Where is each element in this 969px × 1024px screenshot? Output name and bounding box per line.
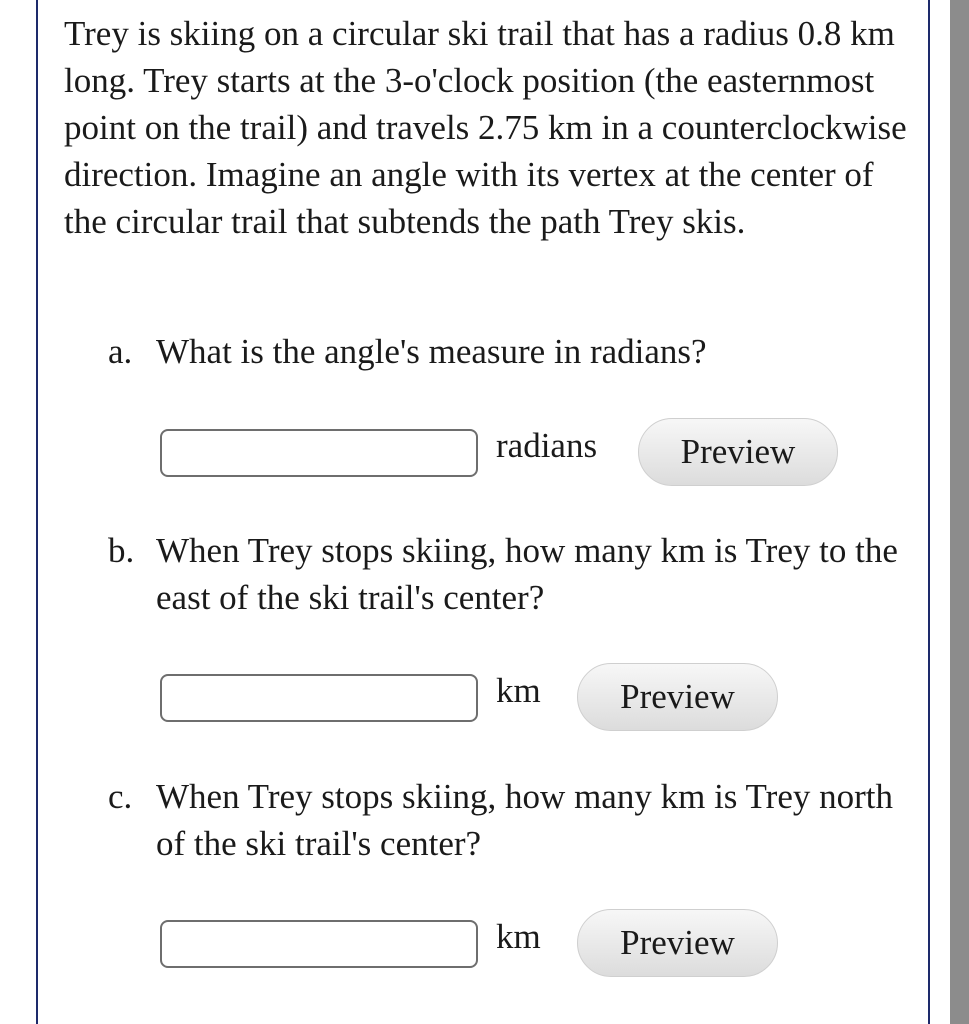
preview-button-b[interactable]: Preview <box>577 663 778 731</box>
problem-statement: Trey is skiing on a circular ski trail that has a radius 0.8 km long. Trey starts at the 3-o'clock position (the easternmost point on the trail) and travels 2.75 km in a counterclockwise direction. Imagine an angle with its vertex at the center of the circular trail that subtends the path Trey skis. <box>64 14 907 241</box>
preview-button-c[interactable]: Preview <box>577 909 778 977</box>
question-b-text: When Trey stops skiing, how many km is Trey to the east of the ski trail's center? <box>156 531 898 617</box>
question-b-letter: b. <box>108 531 135 570</box>
question-b <box>108 527 908 621</box>
problem-panel <box>36 0 930 1024</box>
answer-input-b[interactable] <box>160 674 478 722</box>
unit-label-a: radians <box>496 426 598 465</box>
answer-input-a[interactable] <box>160 429 478 477</box>
preview-button-a[interactable]: Preview <box>638 418 838 486</box>
unit-label-c: km <box>496 917 541 956</box>
question-c-text: When Trey stops skiing, how many km is Trey north of the ski trail's center? <box>156 777 893 863</box>
question-a-text: What is the angle's measure in radians? <box>156 332 707 371</box>
question-a-letter: a. <box>108 332 133 371</box>
unit-label-b: km <box>496 671 541 710</box>
answer-input-c[interactable] <box>160 920 478 968</box>
question-c-letter: c. <box>108 777 133 816</box>
question-c <box>108 773 908 867</box>
scrollbar-track[interactable] <box>950 0 969 1024</box>
question-a <box>108 328 908 375</box>
